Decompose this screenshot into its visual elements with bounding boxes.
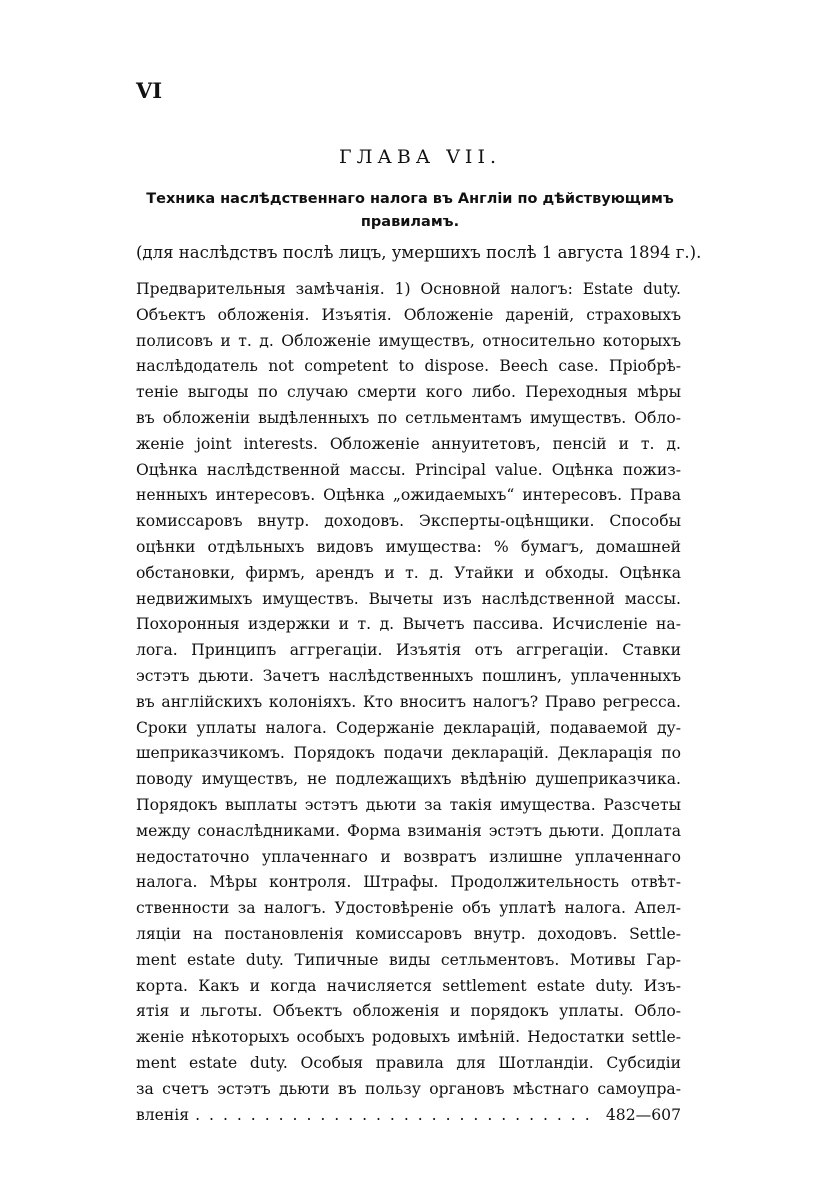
body-line: лога. Принципъ аггрегаціи. Изъятія отъ аггрегаціи. Ставки	[136, 641, 681, 660]
body-line: Сроки уплаты налога. Содержаніе декларацій, подаваемой ду-	[136, 718, 681, 737]
body-line: корта. Какъ и когда начисляется settlement estate duty. Изъ-	[136, 976, 681, 995]
body-line: ятія и льготы. Объектъ обложенія и порядокъ уплаты. Обло-	[136, 1002, 681, 1021]
body-line: недвижимыхъ имуществъ. Вычеты изъ наслѣдственной массы.	[136, 589, 681, 608]
body-line: наслѣдодатель not competent to dispose. Beech case. Пріобрѣ-	[136, 357, 681, 376]
body-line: поводу имуществъ, не подлежащихъ вѣдѣнію душеприказчика.	[136, 770, 681, 789]
body-line: Предварительныя замѣчанія. 1) Основной налогъ: Estate duty.	[136, 280, 681, 298]
body-line: ляціи на постановленія комиссаровъ внутр. доходовъ. Settle-	[136, 924, 681, 943]
body-line: полисовъ и т. д. Обложеніе имуществъ, относительно которыхъ	[136, 331, 681, 350]
body-line: комиссаровъ внутр. доходовъ. Эксперты-оцѣнщики. Способы	[136, 512, 681, 531]
body-line: между сонаслѣдниками. Форма взиманія эстэтъ дьюти. Доплата	[136, 821, 681, 840]
body-line: ненныхъ интересовъ. Оцѣнка „ожидаемыхъ“ интересовъ. Права	[136, 486, 681, 505]
chapter-contents-summary	[136, 277, 681, 1128]
chapter-heading: ГЛАВА VII.	[339, 146, 501, 168]
body-line: ment estate duty. Типичные виды сетльментовъ. Мотивы Гар-	[136, 950, 681, 969]
body-line: эстэтъ дьюти. Зачетъ наслѣдственныхъ пошлинъ, уплаченныхъ	[136, 666, 681, 685]
body-line: за счетъ эстэтъ дьюти въ пользу органовъ мѣстнаго самоупра-	[136, 1079, 681, 1098]
body-line: въ англійскихъ колоніяхъ. Кто вноситъ налогъ? Право регресса.	[136, 692, 681, 711]
body-line: недостаточно уплаченнаго и возвратъ излишне уплаченнаго	[136, 847, 681, 866]
body-line: ment estate duty. Особыя правила для Шотландіи. Субсидіи	[136, 1053, 681, 1072]
dot-leader	[195, 1103, 600, 1129]
body-line: обстановки, фирмъ, арендъ и т. д. Утайки и обходы. Оцѣнка	[136, 563, 681, 582]
body-line: женіе joint interests. Обложеніе аннуитетовъ, пенсій и т. д.	[136, 434, 681, 453]
body-line: въ обложеніи выдѣленныхъ по сетльментамъ имуществъ. Обло-	[136, 408, 681, 427]
body-line: налога. Мѣры контроля. Штрафы. Продолжительность отвѣт-	[136, 873, 681, 892]
chapter-subtitle: (для наслѣдствъ послѣ лицъ, умершихъ послѣ 1 августа 1894 г.).	[136, 243, 702, 262]
body-line: Похоронныя издержки и т. д. Вычетъ пассива. Исчисленіе на-	[136, 615, 681, 634]
page-range: 482—607	[605, 1105, 681, 1124]
final-line-text: вленія	[136, 1105, 190, 1124]
body-line: женіе нѣкоторыхъ особыхъ родовыхъ имѣній. Недостатки settle-	[136, 1028, 681, 1047]
body-line: Порядокъ выплаты эстэтъ дьюти за такія имущества. Разсчеты	[136, 795, 681, 814]
page-number: VI	[136, 78, 163, 103]
body-line: оцѣнки отдѣльныхъ видовъ имущества: % бумагъ, домашней	[136, 537, 681, 556]
body-line: Оцѣнка наслѣдственной массы. Principal value. Оцѣнка пожиз-	[136, 460, 681, 479]
toc-final-line	[136, 1103, 681, 1129]
body-line: Объектъ обложенія. Изъятія. Обложеніе дареній, страховыхъ	[136, 305, 681, 324]
body-line: ственности за налогъ. Удостовѣреніе объ уплатѣ налога. Апел-	[136, 899, 681, 918]
body-line: теніе выгоды по случаю смерти кого либо. Переходныя мѣры	[136, 383, 681, 402]
body-line: шеприказчикомъ. Порядокъ подачи декларацій. Декларація по	[136, 744, 681, 763]
chapter-title: Техника наслѣдственнаго налога въ Англіи по дѣйствующимъ правиламъ.	[146, 191, 674, 230]
